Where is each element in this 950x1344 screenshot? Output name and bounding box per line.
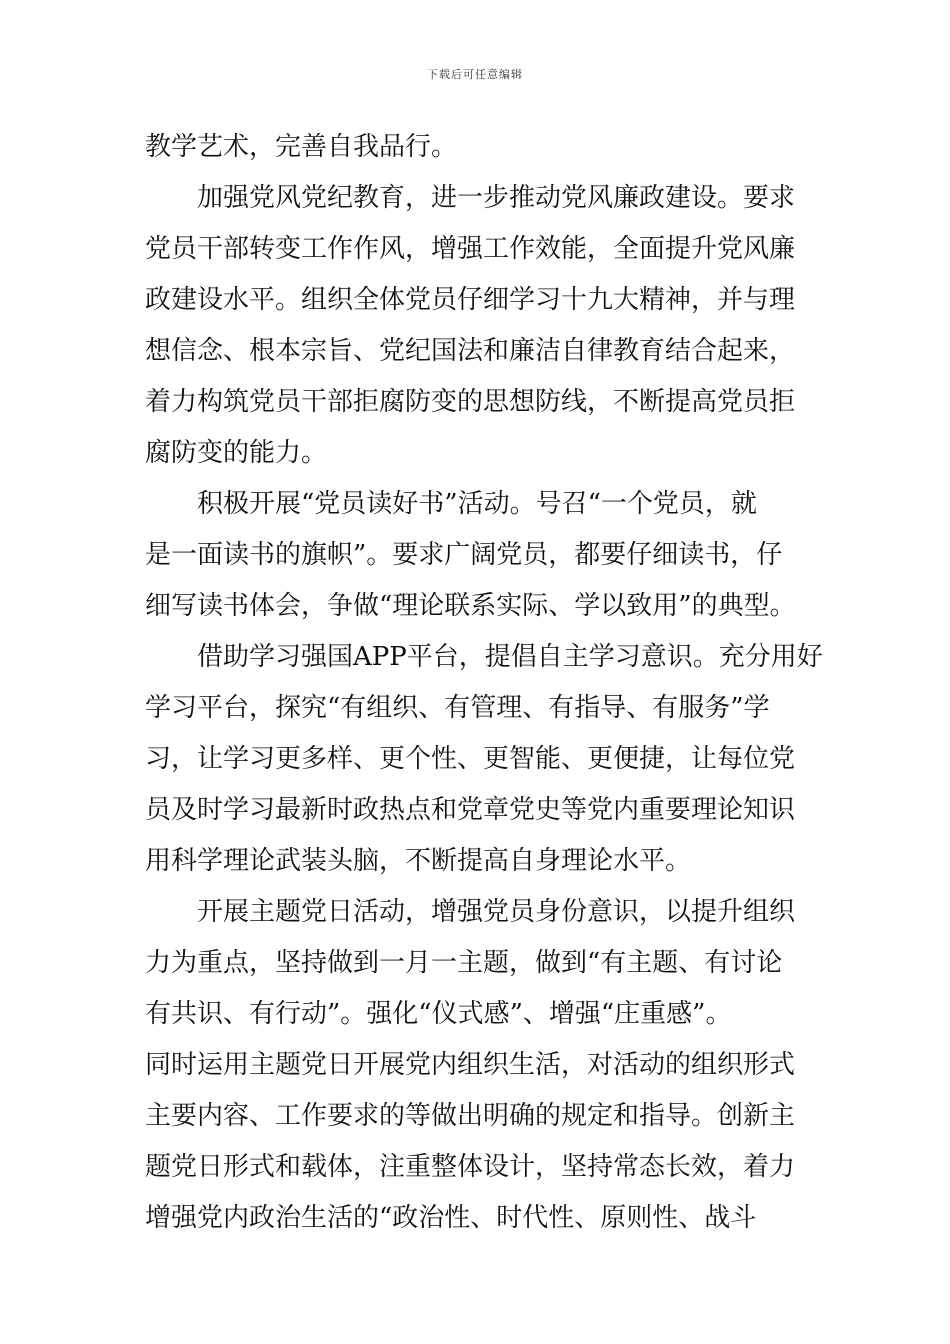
paragraph-5-line-3: 有共识、有行动”。强化“仪式感”、增强“庄重感”。 <box>145 999 732 1029</box>
document-body <box>145 122 823 1244</box>
paragraph-2-line-3: 政建设水平。组织全体党员仔细学习十九大精神，并与理 <box>145 285 796 315</box>
paragraph-2-line-1: 加强党风党纪教育，进一步推动党风廉政建设。要求 <box>197 183 796 213</box>
paragraph-4-line-3: 习，让学习更多样、更个性、更智能、更便捷，让每位党 <box>145 744 796 774</box>
paragraph-5-line-2: 力为重点，坚持做到一月一主题，做到“有主题、有讨论 <box>145 948 783 978</box>
paragraph-5-line-6: 题党日形式和载体，注重整体设计，坚持常态长效，着力 <box>145 1152 796 1182</box>
paragraph-4-line-4: 员及时学习最新时政热点和党章党史等党内重要理论知识 <box>145 795 796 825</box>
paragraph-4-line-2: 学习平台，探究“有组织、有管理、有指导、有服务”学 <box>145 693 770 723</box>
paragraph-5-line-1: 开展主题党日活动，增强党员身份意识，以提升组织 <box>197 897 796 927</box>
paragraph-2-line-4: 想信念、根本宗旨、党纪国法和廉洁自律教育结合起来， <box>145 336 796 366</box>
paragraph-4-line-5: 用科学理论武装头脑，不断提高自身理论水平。 <box>145 846 692 876</box>
paragraph-1-line-1: 教学艺术，完善自我品行。 <box>145 132 458 162</box>
paragraph-2-line-5: 着力构筑党员干部拒腐防变的思想防线，不断提高党员拒 <box>145 387 796 417</box>
paragraph-3-line-2: 是一面读书的旗帜”。要求广阔党员，都要仔细读书，仔 <box>145 540 783 570</box>
paragraph-3-line-1: 积极开展“党员读好书”活动。号召“一个党员，就 <box>197 489 757 519</box>
paragraph-5-line-4: 同时运用主题党日开展党内组织生活，对活动的组织形式 <box>145 1050 796 1080</box>
paragraph-3-line-3: 细写读书体会，争做“理论联系实际、学以致用”的典型。 <box>145 591 796 621</box>
page-header-note: 下载后可任意编辑 <box>427 68 523 81</box>
paragraph-2-line-6: 腐防变的能力。 <box>145 438 328 468</box>
paragraph-5-line-5: 主要内容、工作要求的等做出明确的规定和指导。创新主 <box>145 1101 796 1131</box>
paragraph-4-line-1: 借助学习强国APP平台，提倡自主学习意识。充分用好 <box>197 642 823 672</box>
paragraph-5-line-7: 增强党内政治生活的“政治性、时代性、原则性、战斗 <box>145 1203 757 1233</box>
paragraph-2-line-2: 党员干部转变工作作风，增强工作效能，全面提升党风廉 <box>145 234 796 264</box>
